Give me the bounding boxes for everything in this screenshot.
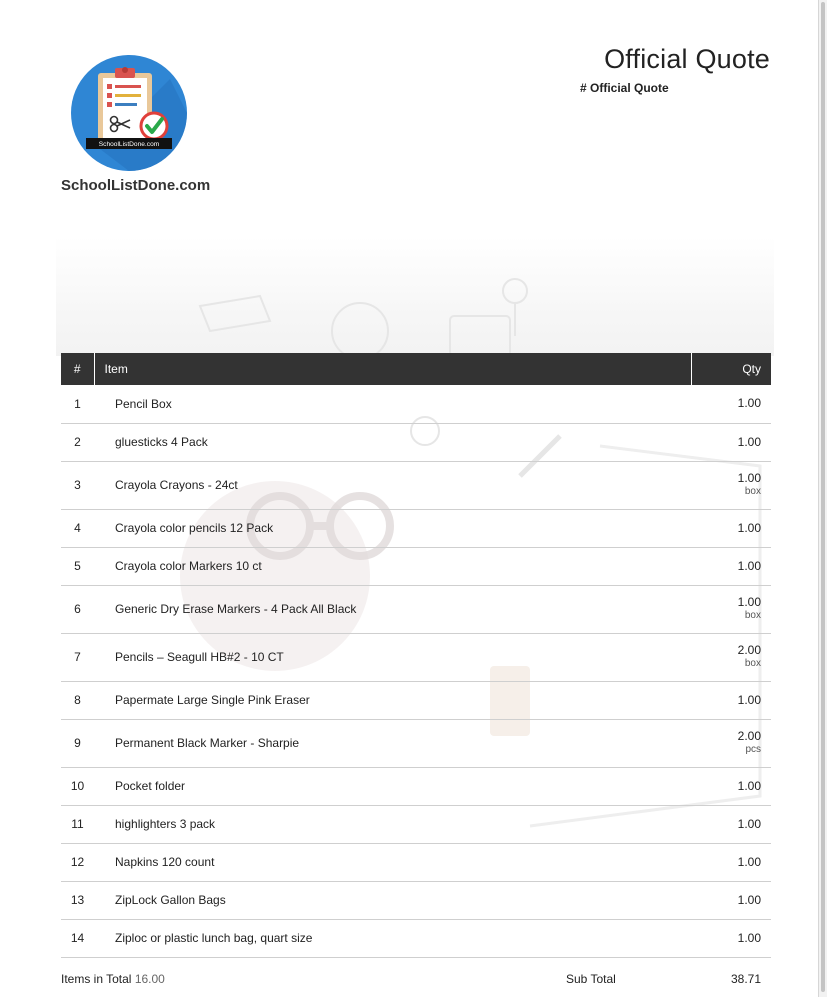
table-row xyxy=(61,585,771,633)
qty-value: 1.00 xyxy=(737,558,761,573)
qty-unit: box xyxy=(744,486,761,497)
row-qty xyxy=(691,461,771,509)
row-number: 13 xyxy=(61,881,94,919)
qty-value: 1.00 xyxy=(737,520,761,535)
row-qty xyxy=(691,805,771,843)
row-qty xyxy=(691,423,771,461)
items-in-total xyxy=(61,972,165,986)
row-qty xyxy=(691,719,771,767)
qty-unit: box xyxy=(744,658,761,669)
company-name: SchoolListDone.com xyxy=(61,177,211,194)
table-row xyxy=(61,461,771,509)
row-item: gluesticks 4 Pack xyxy=(94,423,691,461)
table-row xyxy=(61,843,771,881)
table-row xyxy=(61,509,771,547)
qty-value: 1.00 xyxy=(737,471,761,485)
row-qty xyxy=(691,919,771,957)
vertical-scrollbar[interactable] xyxy=(818,0,827,997)
scrollbar-thumb[interactable] xyxy=(821,2,825,992)
row-number: 1 xyxy=(61,385,94,423)
column-header-number: # xyxy=(61,353,94,385)
row-number: 11 xyxy=(61,805,94,843)
row-number: 10 xyxy=(61,767,94,805)
qty-value: 2.00 xyxy=(737,729,761,743)
row-qty xyxy=(691,767,771,805)
items-total-label: Items in Total xyxy=(61,972,132,986)
qty-value: 2.00 xyxy=(737,643,761,657)
items-table xyxy=(61,353,771,958)
checkmark-icon xyxy=(141,113,167,139)
qty-value: 1.00 xyxy=(737,930,761,945)
table-row xyxy=(61,805,771,843)
row-qty xyxy=(691,585,771,633)
document-title: Official Quote xyxy=(604,44,770,74)
row-item: Ziploc or plastic lunch bag, quart size xyxy=(94,919,691,957)
row-item: ZipLock Gallon Bags xyxy=(94,881,691,919)
table-row xyxy=(61,633,771,681)
row-qty xyxy=(691,509,771,547)
table-row xyxy=(61,681,771,719)
row-qty xyxy=(691,385,771,423)
row-number: 2 xyxy=(61,423,94,461)
table-row xyxy=(61,423,771,461)
column-header-qty: Qty xyxy=(691,353,771,385)
row-number: 7 xyxy=(61,633,94,681)
row-item: Napkins 120 count xyxy=(94,843,691,881)
row-number: 8 xyxy=(61,681,94,719)
qty-value: 1.00 xyxy=(737,816,761,831)
table-row xyxy=(61,919,771,957)
column-header-item: Item xyxy=(104,362,128,376)
checklist-logo-icon xyxy=(70,54,188,172)
row-number: 12 xyxy=(61,843,94,881)
row-item: Crayola color pencils 12 Pack xyxy=(94,509,691,547)
row-number: 4 xyxy=(61,509,94,547)
qty-value: 1.00 xyxy=(737,892,761,907)
row-item: Pencil Box xyxy=(94,385,691,423)
table-row xyxy=(61,767,771,805)
table-header-row xyxy=(61,353,771,385)
row-number: 6 xyxy=(61,585,94,633)
subtotal-label: Sub Total xyxy=(566,972,616,986)
row-item: Permanent Black Marker - Sharpie xyxy=(94,719,691,767)
row-number: 14 xyxy=(61,919,94,957)
qty-value: 1.00 xyxy=(737,396,761,411)
row-number: 3 xyxy=(61,461,94,509)
qty-unit: box xyxy=(744,610,761,621)
row-number: 5 xyxy=(61,547,94,585)
row-qty xyxy=(691,681,771,719)
table-row xyxy=(61,385,771,423)
document-number: # Official Quote xyxy=(580,81,669,95)
qty-value: 1.00 xyxy=(737,434,761,449)
qty-value: 1.00 xyxy=(737,595,761,609)
row-qty xyxy=(691,633,771,681)
table-row xyxy=(61,547,771,585)
qty-value: 1.00 xyxy=(737,692,761,707)
qty-value: 1.00 xyxy=(737,854,761,869)
row-number: 9 xyxy=(61,719,94,767)
items-total-value: 16.00 xyxy=(134,972,165,986)
row-item: highlighters 3 pack xyxy=(94,805,691,843)
qty-unit: pcs xyxy=(745,744,761,755)
row-item: Papermate Large Single Pink Eraser xyxy=(94,681,691,719)
row-qty xyxy=(691,843,771,881)
table-row xyxy=(61,881,771,919)
row-item: Pocket folder xyxy=(94,767,691,805)
table-row xyxy=(61,719,771,767)
row-item: Generic Dry Erase Markers - 4 Pack All Black xyxy=(94,585,691,633)
row-qty xyxy=(691,881,771,919)
qty-value: 1.00 xyxy=(737,778,761,793)
row-item: Crayola color Markers 10 ct xyxy=(94,547,691,585)
row-item: Crayola Crayons - 24ct xyxy=(94,461,691,509)
subtotal-value: 38.71 xyxy=(730,972,761,986)
row-item: Pencils – Seagull HB#2 - 10 CT xyxy=(94,633,691,681)
logo-caption: SchoolListDone.com xyxy=(98,141,160,148)
row-qty xyxy=(691,547,771,585)
